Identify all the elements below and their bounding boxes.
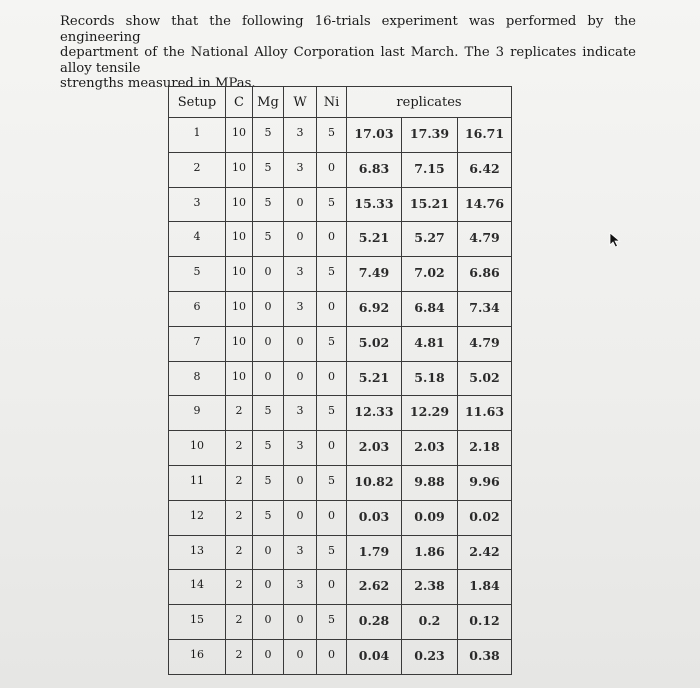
mouse-pointer-icon: [609, 232, 621, 248]
header-mg: Mg: [253, 87, 284, 118]
cell-mg: 5: [253, 152, 284, 187]
cell-w: 3: [284, 396, 317, 431]
intro-line: Records show that the following 16-trials experiment was performed by the engineering: [60, 14, 636, 45]
cell-w: 0: [284, 361, 317, 396]
cell-setup: 7: [169, 326, 226, 361]
cell-replicate-2: 17.39: [402, 118, 458, 153]
cell-ni: 0: [317, 361, 347, 396]
header-ni: Ni: [317, 87, 347, 118]
cell-replicate-2: 6.84: [402, 291, 458, 326]
table-body: [169, 118, 512, 675]
cell-setup: 9: [169, 396, 226, 431]
cell-replicate-1: 6.83: [347, 152, 402, 187]
cell-replicate-3: 9.96: [458, 465, 512, 500]
cell-replicate-3: 0.38: [458, 639, 512, 674]
cell-setup: 1: [169, 118, 226, 153]
cell-setup: 13: [169, 535, 226, 570]
cell-replicate-1: 1.79: [347, 535, 402, 570]
cell-c: 10: [226, 361, 253, 396]
cell-mg: 0: [253, 291, 284, 326]
cell-ni: 5: [317, 605, 347, 640]
cell-mg: 5: [253, 222, 284, 257]
cell-replicate-1: 17.03: [347, 118, 402, 153]
cell-w: 0: [284, 222, 317, 257]
table-row: [169, 465, 512, 500]
cell-ni: 0: [317, 500, 347, 535]
cell-replicate-2: 5.18: [402, 361, 458, 396]
cell-setup: 16: [169, 639, 226, 674]
cell-w: 3: [284, 291, 317, 326]
experiment-table: [168, 86, 512, 675]
cell-replicate-1: 0.28: [347, 605, 402, 640]
cell-setup: 8: [169, 361, 226, 396]
cell-setup: 4: [169, 222, 226, 257]
cell-setup: 10: [169, 431, 226, 466]
cell-c: 2: [226, 570, 253, 605]
cell-w: 3: [284, 118, 317, 153]
intro-line: department of the National Alloy Corporation last March. The 3 replicates indicate alloy tensile: [60, 45, 636, 76]
cell-mg: 0: [253, 639, 284, 674]
cell-replicate-1: 0.04: [347, 639, 402, 674]
cell-mg: 0: [253, 257, 284, 292]
cell-replicate-3: 14.76: [458, 187, 512, 222]
cell-replicate-3: 6.86: [458, 257, 512, 292]
cell-ni: 0: [317, 431, 347, 466]
cell-c: 10: [226, 326, 253, 361]
cell-replicate-1: 6.92: [347, 291, 402, 326]
table-row: [169, 291, 512, 326]
cell-replicate-2: 9.88: [402, 465, 458, 500]
table-row: [169, 605, 512, 640]
table-row: [169, 570, 512, 605]
cell-w: 3: [284, 257, 317, 292]
cell-replicate-3: 0.12: [458, 605, 512, 640]
header-w: W: [284, 87, 317, 118]
table-row: [169, 361, 512, 396]
table-row: [169, 152, 512, 187]
table-row: [169, 431, 512, 466]
cell-ni: 0: [317, 639, 347, 674]
cell-setup: 6: [169, 291, 226, 326]
cell-replicate-3: 2.18: [458, 431, 512, 466]
header-c: C: [226, 87, 253, 118]
cell-setup: 12: [169, 500, 226, 535]
cell-ni: 5: [317, 118, 347, 153]
cell-setup: 15: [169, 605, 226, 640]
cell-replicate-2: 12.29: [402, 396, 458, 431]
cell-setup: 14: [169, 570, 226, 605]
cell-mg: 5: [253, 396, 284, 431]
cell-replicate-1: 0.03: [347, 500, 402, 535]
cell-c: 2: [226, 431, 253, 466]
cell-mg: 5: [253, 118, 284, 153]
cell-replicate-3: 11.63: [458, 396, 512, 431]
cell-c: 10: [226, 291, 253, 326]
cell-c: 10: [226, 152, 253, 187]
cell-replicate-2: 1.86: [402, 535, 458, 570]
table-row: [169, 187, 512, 222]
cell-w: 0: [284, 187, 317, 222]
cell-replicate-2: 2.38: [402, 570, 458, 605]
cell-c: 2: [226, 639, 253, 674]
cell-ni: 5: [317, 187, 347, 222]
cell-replicate-3: 4.79: [458, 222, 512, 257]
cell-replicate-3: 5.02: [458, 361, 512, 396]
cell-mg: 5: [253, 500, 284, 535]
cell-replicate-1: 5.02: [347, 326, 402, 361]
table-row: [169, 500, 512, 535]
cell-replicate-1: 7.49: [347, 257, 402, 292]
cell-replicate-2: 2.03: [402, 431, 458, 466]
header-replicates: replicates: [347, 87, 512, 118]
table-row: [169, 118, 512, 153]
cell-c: 10: [226, 187, 253, 222]
cell-replicate-1: 5.21: [347, 222, 402, 257]
cell-c: 2: [226, 605, 253, 640]
cell-mg: 0: [253, 361, 284, 396]
intro-line: strengths measured in MPas.: [60, 76, 256, 92]
table-row: [169, 222, 512, 257]
cell-replicate-1: 10.82: [347, 465, 402, 500]
table-row: [169, 535, 512, 570]
cell-mg: 5: [253, 431, 284, 466]
cell-c: 2: [226, 500, 253, 535]
problem-statement: [60, 14, 636, 92]
cell-mg: 0: [253, 605, 284, 640]
cell-replicate-2: 5.27: [402, 222, 458, 257]
cell-mg: 5: [253, 187, 284, 222]
header-row: [169, 87, 512, 118]
cell-replicate-2: 7.02: [402, 257, 458, 292]
cell-c: 10: [226, 118, 253, 153]
cell-mg: 0: [253, 535, 284, 570]
cell-replicate-1: 5.21: [347, 361, 402, 396]
cell-mg: 0: [253, 570, 284, 605]
cell-ni: 0: [317, 152, 347, 187]
cell-replicate-3: 16.71: [458, 118, 512, 153]
cell-c: 2: [226, 396, 253, 431]
cell-replicate-3: 4.79: [458, 326, 512, 361]
cell-replicate-3: 6.42: [458, 152, 512, 187]
header-setup: Setup: [169, 87, 226, 118]
cell-replicate-3: 1.84: [458, 570, 512, 605]
cell-c: 10: [226, 257, 253, 292]
table-row: [169, 326, 512, 361]
cell-replicate-2: 0.2: [402, 605, 458, 640]
cell-replicate-2: 0.23: [402, 639, 458, 674]
cell-c: 2: [226, 535, 253, 570]
table-row: [169, 639, 512, 674]
cell-mg: 5: [253, 465, 284, 500]
cell-w: 0: [284, 639, 317, 674]
cell-replicate-1: 12.33: [347, 396, 402, 431]
cell-ni: 5: [317, 465, 347, 500]
cell-c: 10: [226, 222, 253, 257]
cell-ni: 5: [317, 535, 347, 570]
cell-w: 0: [284, 605, 317, 640]
cell-setup: 3: [169, 187, 226, 222]
cell-w: 3: [284, 431, 317, 466]
cell-replicate-1: 15.33: [347, 187, 402, 222]
table-row: [169, 396, 512, 431]
cell-w: 0: [284, 500, 317, 535]
cell-replicate-2: 15.21: [402, 187, 458, 222]
cell-w: 3: [284, 570, 317, 605]
cell-w: 0: [284, 465, 317, 500]
cell-ni: 0: [317, 570, 347, 605]
cell-ni: 5: [317, 257, 347, 292]
cell-replicate-2: 4.81: [402, 326, 458, 361]
cell-ni: 0: [317, 222, 347, 257]
cell-replicate-3: 2.42: [458, 535, 512, 570]
cell-ni: 5: [317, 326, 347, 361]
cell-mg: 0: [253, 326, 284, 361]
cell-setup: 11: [169, 465, 226, 500]
cell-w: 3: [284, 535, 317, 570]
cell-c: 2: [226, 465, 253, 500]
cell-replicate-2: 0.09: [402, 500, 458, 535]
cell-setup: 5: [169, 257, 226, 292]
cell-replicate-3: 0.02: [458, 500, 512, 535]
cell-ni: 0: [317, 291, 347, 326]
cell-replicate-3: 7.34: [458, 291, 512, 326]
cell-w: 0: [284, 326, 317, 361]
cell-w: 3: [284, 152, 317, 187]
cell-setup: 2: [169, 152, 226, 187]
table-row: [169, 257, 512, 292]
cell-replicate-1: 2.62: [347, 570, 402, 605]
cell-ni: 5: [317, 396, 347, 431]
cell-replicate-2: 7.15: [402, 152, 458, 187]
cell-replicate-1: 2.03: [347, 431, 402, 466]
